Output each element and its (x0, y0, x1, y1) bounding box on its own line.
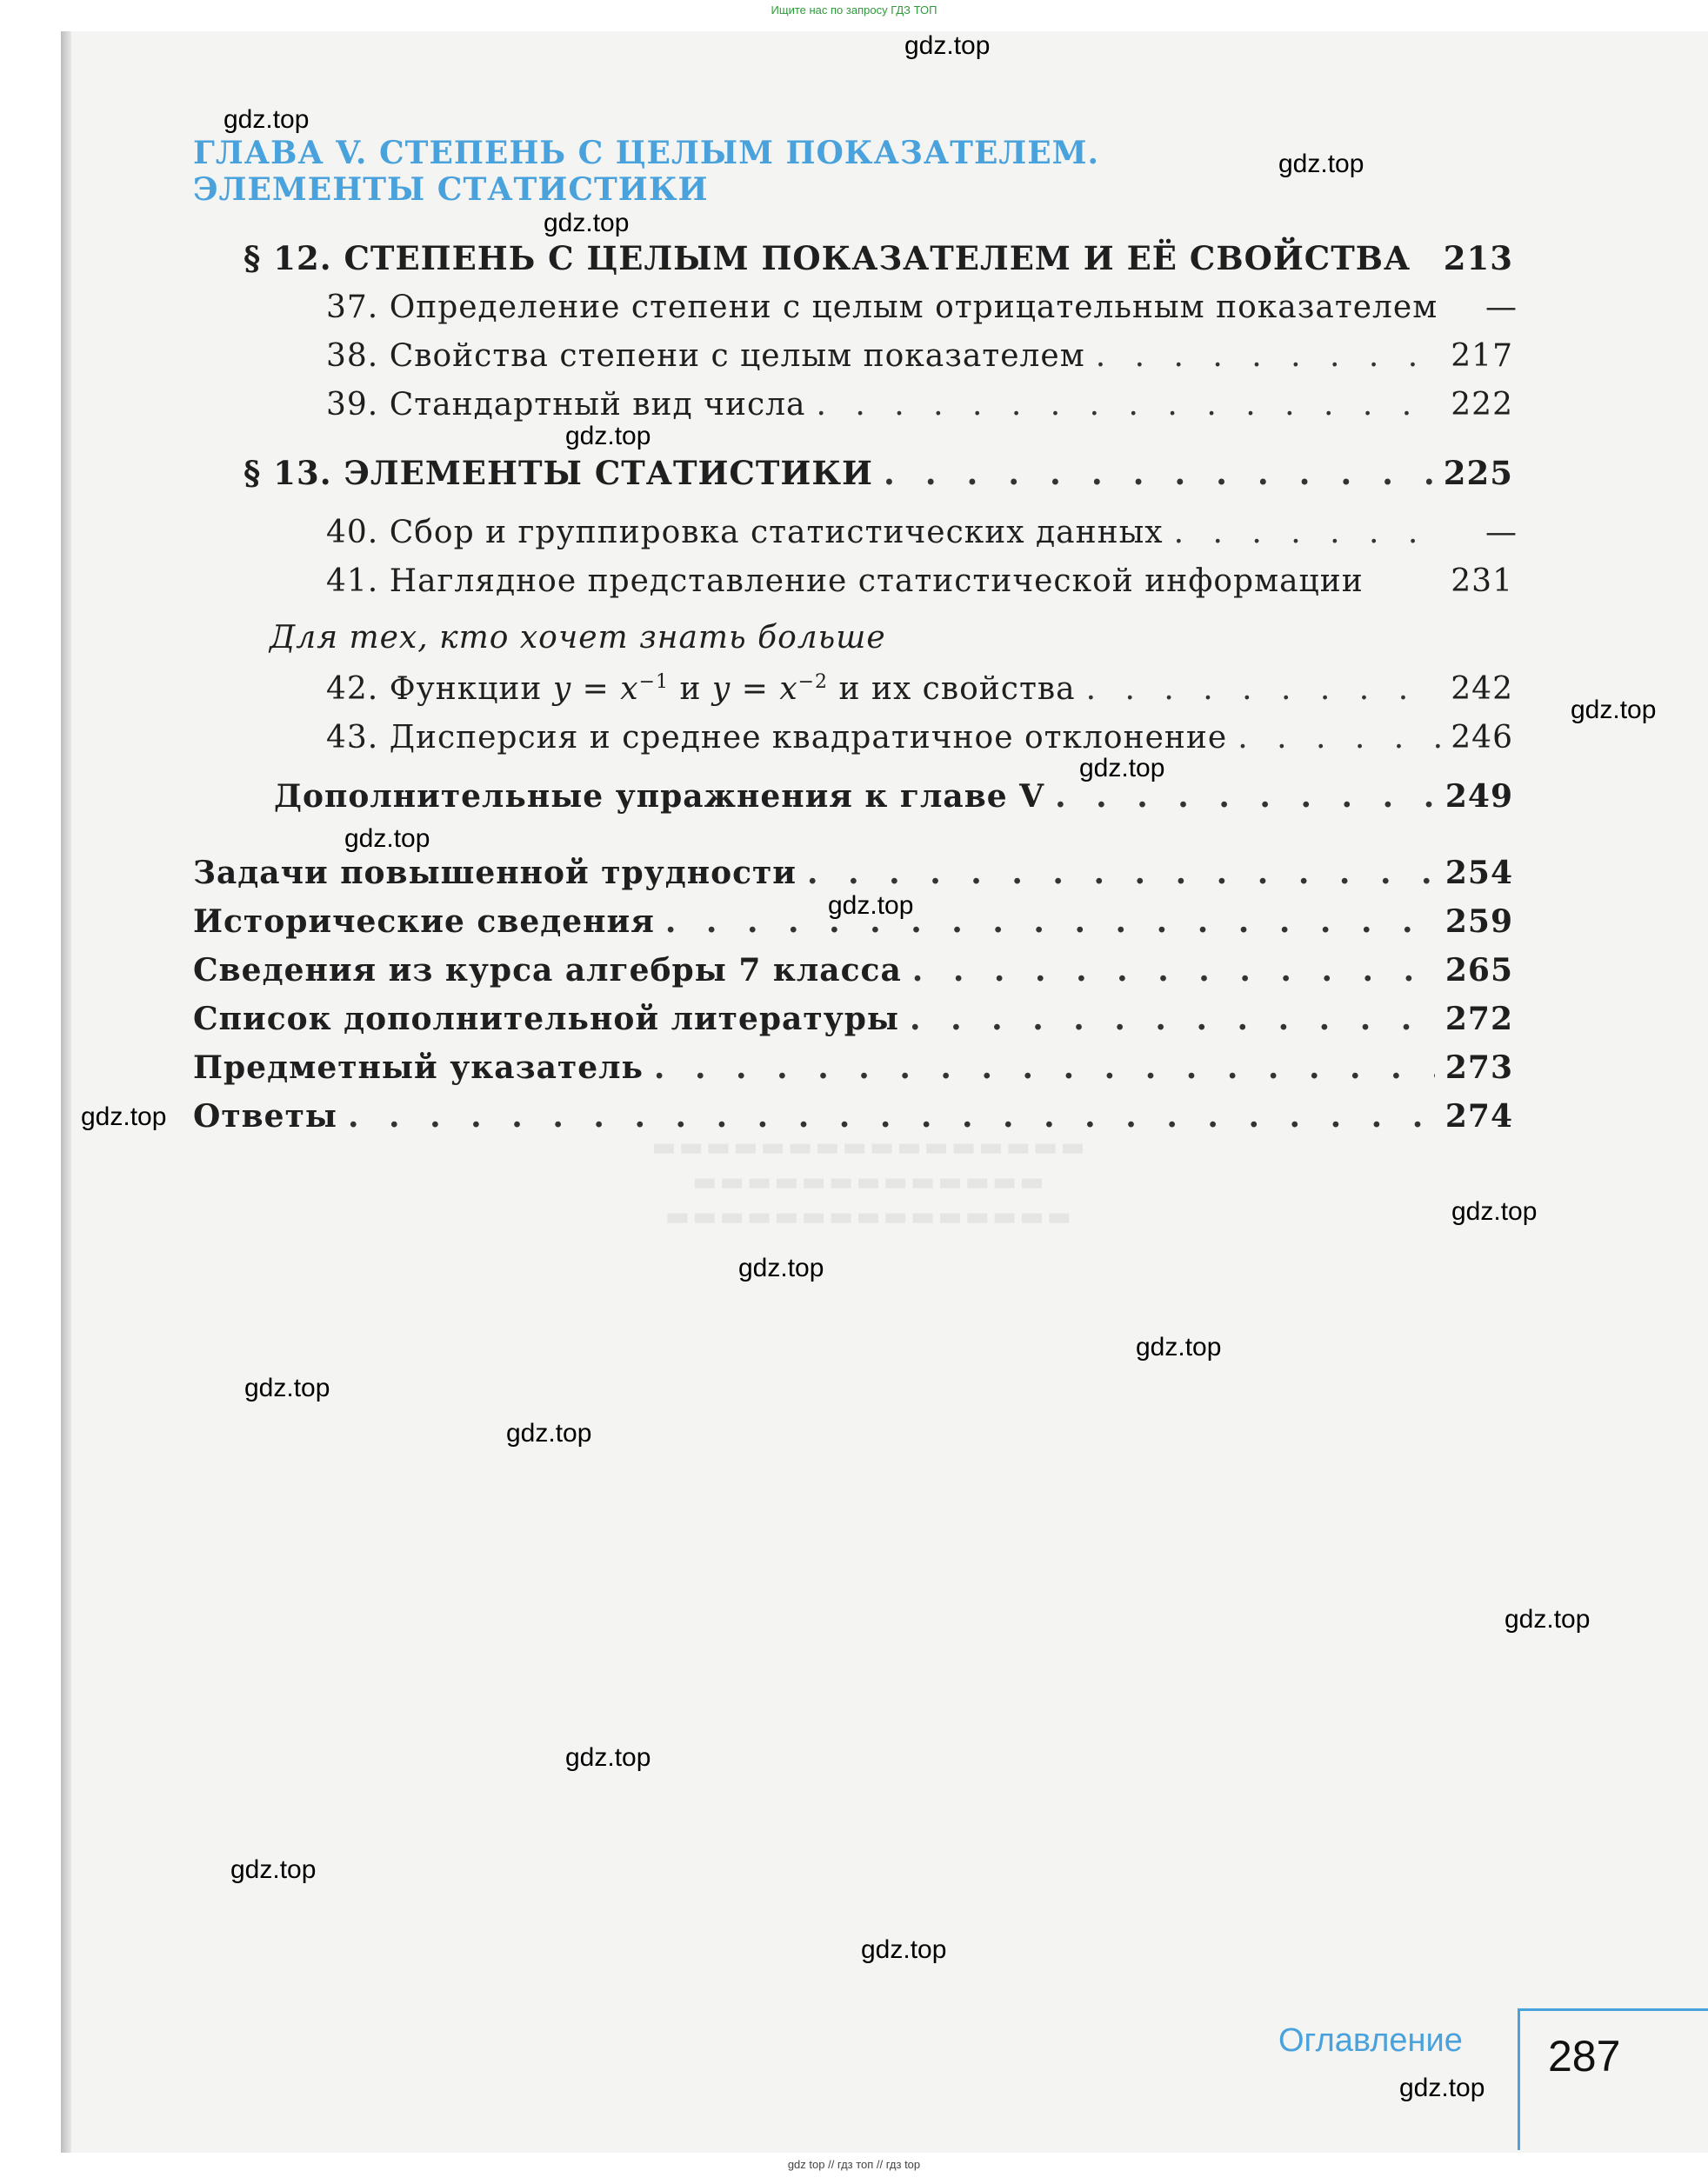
toc-entry-label: Предметный указатель (193, 1049, 644, 1086)
toc-entry-page: 265 (1444, 952, 1513, 989)
math-var-y: y (552, 671, 572, 707)
bottom-banner: gdz top // гдз топ // гдз top (787, 2158, 921, 2171)
watermark: gdz.top (244, 1374, 330, 1402)
toc-entry-42[interactable] (326, 671, 1513, 707)
toc-entry-label: Дополнительные упражнения к главе V (274, 778, 1045, 815)
toc-entry-41[interactable] (326, 563, 1513, 599)
toc-entry-prefix: 42. Функции (326, 671, 543, 707)
toc-entry-page: 272 (1444, 1001, 1513, 1037)
toc-entry-label: 37. Определение степени с целым отрицательным показателем (326, 290, 1438, 325)
toc-leader-dots (912, 952, 1435, 989)
toc-entry-page: 242 (1451, 671, 1513, 707)
toc-entry-40[interactable] (326, 515, 1518, 550)
toc-entry-label: Ответы (193, 1098, 337, 1135)
toc-entry-answers[interactable] (193, 1098, 1513, 1135)
toc-entry-hard-problems[interactable] (193, 855, 1513, 891)
math-equals: = (731, 671, 780, 707)
watermark: gdz.top (544, 209, 630, 237)
toc-leader-dots (816, 387, 1440, 423)
toc-entry-page: — (1485, 290, 1518, 325)
math-exponent: −1 (638, 671, 670, 693)
watermark: gdz.top (1505, 1605, 1591, 1634)
bleed-through-text: ▬▬▬▬▬▬▬▬▬▬▬▬▬▬▬▬ ▬▬▬▬▬▬▬▬▬▬▬▬▬ ▬▬▬▬▬▬▬▬▬▬▬▬▬▬▬ (651, 1132, 1088, 1232)
toc-entry-label: 39. Стандартный вид числа (326, 387, 806, 423)
toc-entry-38[interactable] (326, 338, 1513, 374)
toc-entry-algebra-7[interactable] (193, 952, 1513, 989)
toc-leader-dots (910, 1001, 1435, 1037)
toc-entry-extra-exercises[interactable] (274, 778, 1513, 815)
watermark: gdz.top (1278, 150, 1364, 178)
toc-entry-label: 40. Сбор и группировка статистических данных (326, 515, 1164, 550)
toc-leader-dots (348, 1098, 1435, 1135)
toc-entry-page: — (1485, 515, 1518, 550)
chapter-title: ГЛАВА V. СТЕПЕНЬ С ЦЕЛЫМ ПОКАЗАТЕЛЕМ. ЭЛЕМЕНТЫ СТАТИСТИКИ (193, 135, 1100, 208)
watermark: gdz.top (565, 422, 651, 450)
watermark: gdz.top (904, 31, 991, 60)
toc-entry-page: 249 (1444, 778, 1513, 815)
watermark: gdz.top (1571, 696, 1657, 724)
toc-entry-page: 225 (1443, 454, 1513, 492)
toc-entry-page: 254 (1444, 855, 1513, 891)
watermark: gdz.top (738, 1254, 824, 1282)
watermark: gdz.top (1451, 1197, 1538, 1226)
toc-entry-literature[interactable] (193, 1001, 1513, 1037)
toc-leader-dots (1086, 671, 1441, 707)
toc-leader-dots (665, 903, 1435, 940)
footer-section-title: Оглавление (1278, 2022, 1463, 2059)
top-banner: Ищите нас по запросу ГДЗ ТОП (771, 3, 937, 17)
toc-entry-label: 41. Наглядное представление статистической информации (326, 563, 1364, 599)
math-var-x: x (779, 671, 798, 707)
toc-entry-subject-index[interactable] (193, 1049, 1513, 1086)
toc-entry-label: Задачи повышенной трудности (193, 855, 797, 891)
toc-entry-label: Сведения из курса алгебры 7 класса (193, 952, 902, 989)
toc-entry-page: 222 (1451, 387, 1513, 423)
toc-entry-section-12[interactable] (244, 239, 1513, 277)
watermark: gdz.top (1399, 2074, 1485, 2102)
math-exponent: −2 (797, 671, 829, 693)
watermark: gdz.top (224, 105, 310, 134)
toc-entry-page: 274 (1444, 1098, 1513, 1135)
watermark: gdz.top (506, 1419, 592, 1448)
math-equals: = (571, 671, 621, 707)
toc-entry-label: 43. Дисперсия и среднее квадратичное отклонение (326, 720, 1228, 756)
toc-entry-page: 213 (1443, 239, 1513, 277)
toc-entry-conjunction: и (669, 671, 712, 707)
toc-leader-dots (1096, 338, 1441, 374)
math-var-y: y (711, 671, 731, 707)
toc-leader-dots (884, 454, 1433, 492)
toc-entry-label: § 12. СТЕПЕНЬ С ЦЕЛЫМ ПОКАЗАТЕЛЕМ И ЕЁ СВОЙСТВА (244, 239, 1411, 277)
toc-subheading-advanced: Для тех, кто хочет знать больше (270, 620, 886, 656)
toc-entry-page: 259 (1444, 903, 1513, 940)
watermark: gdz.top (81, 1102, 167, 1131)
toc-leader-dots (807, 855, 1435, 891)
watermark: gdz.top (230, 1855, 317, 1884)
watermark: gdz.top (1079, 754, 1165, 782)
toc-entry-label (326, 671, 1076, 707)
math-var-x: x (620, 671, 639, 707)
page-number: 287 (1548, 2032, 1621, 2081)
toc-entry-37[interactable] (326, 290, 1518, 325)
watermark: gdz.top (344, 824, 430, 853)
watermark: gdz.top (861, 1935, 947, 1964)
toc-entry-page: 273 (1444, 1049, 1513, 1086)
toc-entry-label: Исторические сведения (193, 903, 655, 940)
toc-leader-dots (1174, 515, 1446, 550)
watermark: gdz.top (1136, 1333, 1222, 1362)
toc-entry-39[interactable] (326, 387, 1513, 423)
toc-entry-page: 217 (1451, 338, 1513, 374)
watermark: gdz.top (828, 891, 914, 920)
toc-entry-suffix: и их свойства (828, 671, 1076, 707)
toc-entry-label: § 13. ЭЛЕМЕНТЫ СТАТИСТИКИ (244, 454, 873, 492)
toc-entry-43[interactable] (326, 720, 1513, 756)
toc-leader-dots (1238, 720, 1440, 756)
toc-entry-page: 231 (1451, 563, 1513, 599)
toc-entry-label: Список дополнительной литературы (193, 1001, 899, 1037)
toc-entry-section-13[interactable] (244, 454, 1513, 492)
toc-entry-label: 38. Свойства степени с целым показателем (326, 338, 1085, 374)
toc-leader-dots (654, 1049, 1435, 1086)
watermark: gdz.top (565, 1743, 651, 1772)
toc-entry-page: 246 (1451, 720, 1513, 756)
toc-leader-dots (1055, 778, 1435, 815)
